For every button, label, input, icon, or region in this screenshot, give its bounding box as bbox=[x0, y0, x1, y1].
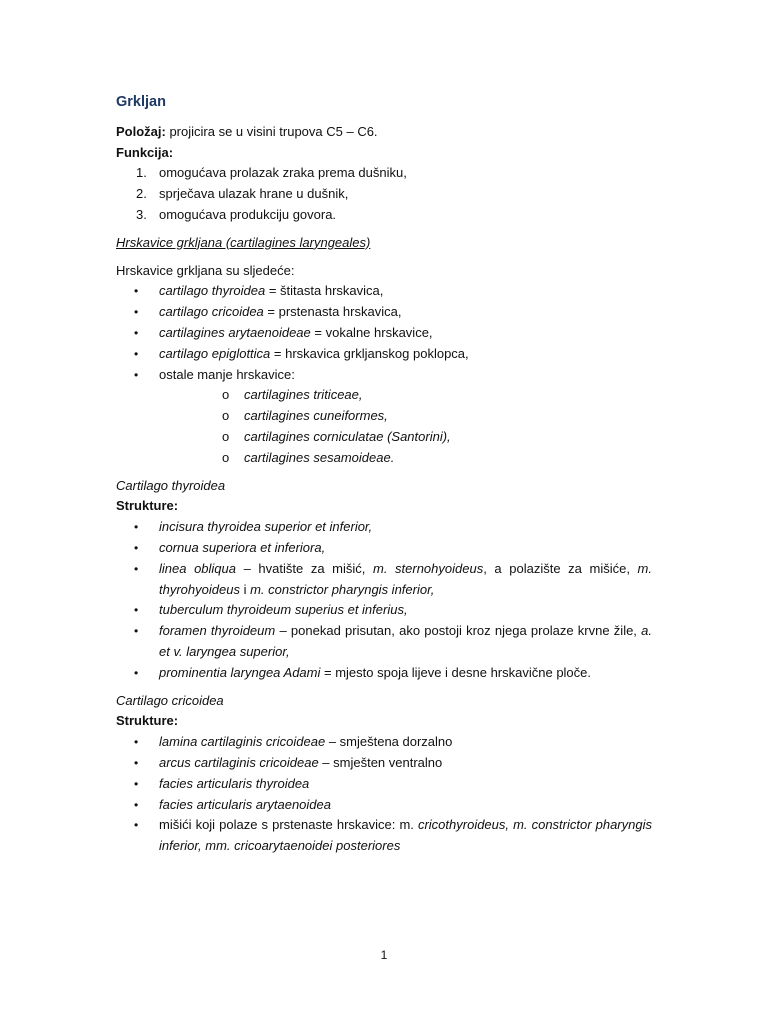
cricoidea-heading: Cartilago cricoidea bbox=[116, 692, 224, 708]
term: cornua superiora et inferiora, bbox=[159, 539, 326, 555]
page-title: Grkljan bbox=[116, 94, 166, 110]
definition: = hrskavica grkljanskog poklopca, bbox=[270, 345, 469, 361]
thyroidea-strukture-label: Strukture: bbox=[116, 498, 179, 514]
definition: – smještena dorzalno bbox=[325, 734, 453, 750]
term: cartilagines arytaenoideae bbox=[159, 324, 311, 340]
list-item bbox=[116, 205, 652, 226]
list-item bbox=[116, 365, 652, 469]
definition: , a polazište za mišiće, bbox=[483, 560, 638, 576]
thyroidea-list bbox=[116, 517, 652, 683]
list-item bbox=[116, 815, 652, 857]
bullet-icon: • bbox=[134, 325, 139, 340]
definition: = vokalne hrskavice, bbox=[310, 324, 433, 340]
definition: = prstenasta hrskavica, bbox=[263, 304, 402, 320]
list-item bbox=[116, 281, 652, 302]
bullet-icon: • bbox=[134, 561, 139, 576]
term: m. sternohyoideus bbox=[372, 560, 484, 576]
list-item-text: omogućava produkciju govora. bbox=[159, 206, 337, 222]
circle-bullet-icon: o bbox=[222, 449, 230, 465]
term: cartilago cricoidea bbox=[159, 304, 264, 320]
term: cricothyroideus, m. constrictor pharyngis inferior, mm. cricoarytaenoidei posteriores bbox=[159, 817, 652, 854]
sub-list bbox=[159, 385, 652, 468]
list-item bbox=[116, 559, 652, 601]
sub-item-text: cartilagines corniculatae (Santorini), bbox=[244, 428, 451, 444]
term: lamina cartilaginis cricoideae bbox=[159, 734, 326, 750]
circle-bullet-icon: o bbox=[222, 428, 230, 444]
definition: – smješten ventralno bbox=[318, 754, 443, 770]
term: arcus cartilaginis cricoideae bbox=[159, 754, 319, 770]
bullet-icon: • bbox=[134, 367, 139, 382]
polozaj-label: Položaj: bbox=[116, 123, 166, 139]
list-item-text: sprječava ulazak hrane u dušnik, bbox=[159, 186, 349, 202]
bullet-icon: • bbox=[134, 603, 139, 618]
bullet-icon: • bbox=[134, 624, 139, 639]
bullet-icon: • bbox=[134, 797, 139, 812]
list-item bbox=[116, 753, 652, 774]
thyroidea-heading: Cartilago thyroidea bbox=[116, 477, 226, 493]
list-item bbox=[116, 517, 652, 538]
term: m. constrictor pharyngis inferior, bbox=[250, 581, 435, 597]
list-item bbox=[116, 302, 652, 323]
definition: – hvatište za mišić, bbox=[236, 560, 373, 576]
bullet-icon: • bbox=[134, 776, 139, 791]
polozaj-text: projicira se u visini trupova C5 – C6. bbox=[165, 123, 378, 139]
circle-bullet-icon: o bbox=[222, 408, 230, 424]
sub-list-item bbox=[159, 406, 652, 427]
sub-item-text: cartilagines sesamoideae. bbox=[244, 449, 395, 465]
term: incisura thyroidea superior et inferior, bbox=[159, 519, 373, 535]
bullet-icon: • bbox=[134, 665, 139, 680]
list-item bbox=[116, 184, 652, 205]
page-content bbox=[116, 92, 652, 857]
sub-item-text: cartilagines triticeae, bbox=[244, 387, 363, 403]
definition: mišići koji polaze s prstenaste hrskavice: m. bbox=[159, 817, 418, 833]
bullet-icon: • bbox=[134, 818, 139, 833]
definition: i bbox=[239, 581, 251, 597]
definition: – ponekad prisutan, ako postoji kroz njega prolaze krvne žile, bbox=[275, 623, 642, 639]
term: cartilago epiglottica bbox=[159, 345, 271, 361]
list-number: 3. bbox=[136, 206, 147, 222]
cricoidea-list bbox=[116, 732, 652, 857]
list-number: 2. bbox=[136, 186, 147, 202]
list-item bbox=[116, 538, 652, 559]
definition: ostale manje hrskavice: bbox=[159, 366, 295, 382]
bullet-icon: • bbox=[134, 540, 139, 555]
sub-list-item bbox=[159, 427, 652, 448]
sub-list-item bbox=[159, 385, 652, 406]
sub-item-text: cartilagines cuneiformes, bbox=[244, 408, 388, 424]
list-item bbox=[116, 344, 652, 365]
bullet-icon: • bbox=[134, 735, 139, 750]
list-item-text: omogućava prolazak zraka prema dušniku, bbox=[159, 165, 407, 181]
bullet-icon: • bbox=[134, 755, 139, 770]
page-number: 1 bbox=[380, 948, 388, 962]
bullet-icon: • bbox=[134, 305, 139, 320]
term: facies articularis arytaenoidea bbox=[159, 796, 331, 812]
list-item bbox=[116, 732, 652, 753]
hrskavice-heading: Hrskavice grkljana (cartilagines laryngeales) bbox=[116, 234, 371, 250]
definition: = mjesto spoja lijeve i desne hrskavične ploče. bbox=[320, 664, 592, 680]
list-item bbox=[116, 795, 652, 816]
list-number: 1. bbox=[136, 165, 147, 181]
funkcija-list bbox=[116, 163, 652, 225]
term: tuberculum thyroideum superius et inferius, bbox=[159, 602, 408, 618]
list-item bbox=[116, 774, 652, 795]
term: m. thyrohyoideus bbox=[159, 560, 652, 597]
bullet-icon: • bbox=[134, 520, 139, 535]
term: prominentia laryngea Adami bbox=[159, 664, 321, 680]
list-item bbox=[116, 163, 652, 184]
funkcija-label: Funkcija: bbox=[116, 144, 174, 160]
hrskavice-list bbox=[116, 281, 652, 468]
sub-list-item bbox=[159, 448, 652, 469]
term: linea obliqua bbox=[159, 560, 236, 576]
bullet-icon: • bbox=[134, 346, 139, 361]
term: a. et v. laryngea superior, bbox=[159, 623, 652, 659]
definition: = štitasta hrskavica, bbox=[265, 283, 384, 299]
term: cartilago thyroidea bbox=[159, 283, 266, 299]
term: foramen thyroideum bbox=[159, 623, 276, 639]
bullet-icon: • bbox=[134, 284, 139, 299]
list-item bbox=[116, 663, 652, 684]
cricoidea-strukture-label: Strukture: bbox=[116, 713, 179, 729]
term: facies articularis thyroidea bbox=[159, 775, 310, 791]
list-item bbox=[116, 323, 652, 344]
list-item bbox=[116, 600, 652, 621]
polozaj-line bbox=[116, 122, 652, 143]
hrskavice-intro: Hrskavice grkljana su sljedeće: bbox=[116, 262, 295, 278]
circle-bullet-icon: o bbox=[222, 387, 230, 403]
list-item bbox=[116, 621, 652, 663]
